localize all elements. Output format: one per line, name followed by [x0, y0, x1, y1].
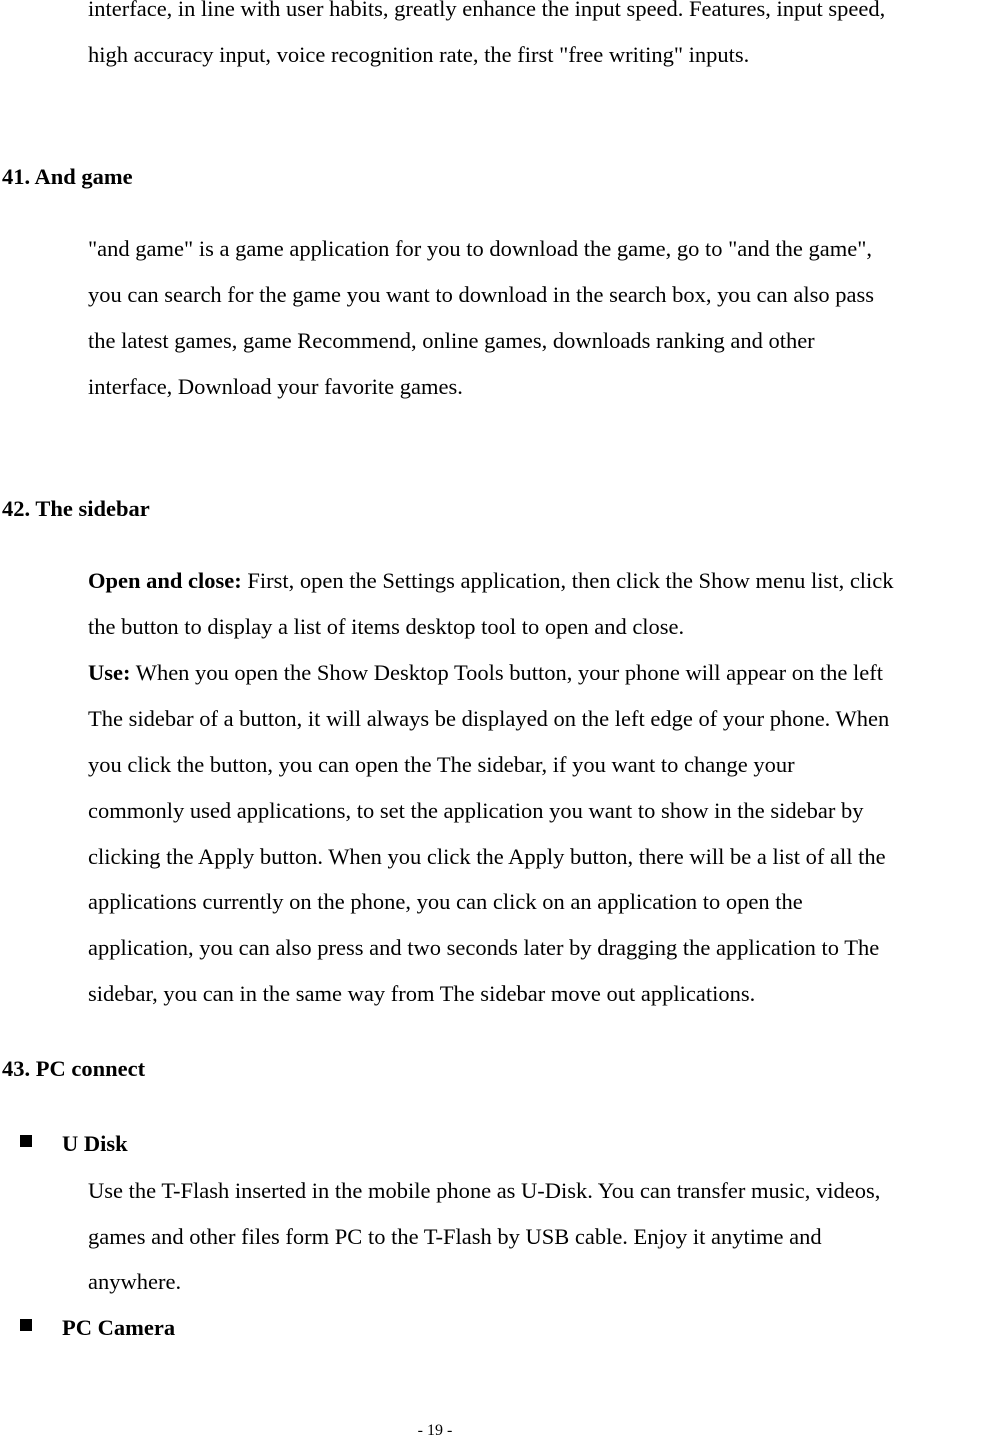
open-close-text: First, open the Settings application, then click the Show menu list, click — [241, 568, 894, 593]
use-label: Use: — [88, 660, 131, 685]
use-line-1 — [88, 658, 883, 688]
use-line-2: The sidebar of a button, it will always be displayed on the left edge of your phone. When — [88, 706, 890, 731]
udisk-line-1: Use the T-Flash inserted in the mobile phone as U-Disk. You can transfer music, videos, — [88, 1178, 881, 1203]
use-line-6: applications currently on the phone, you can click on an application to open the — [88, 889, 803, 914]
section-41-heading: 41. And game — [2, 164, 133, 189]
section-43-heading: 43. PC connect — [2, 1056, 146, 1081]
intro-line-2: high accuracy input, voice recognition rate, the first "free writing" inputs. — [88, 42, 750, 67]
pccamera-bullet-item — [20, 1313, 175, 1343]
use-line-7: application, you can also press and two seconds later by dragging the application to The — [88, 935, 880, 960]
square-bullet-icon — [20, 1319, 32, 1331]
udisk-line-3: anywhere. — [88, 1269, 182, 1294]
section-41-line-2: you can search for the game you want to download in the search box, you can also pass — [88, 282, 875, 307]
use-text: When you open the Show Desktop Tools button, your phone will appear on the left — [130, 660, 883, 685]
use-line-4: commonly used applications, to set the application you want to show in the sidebar by — [88, 798, 864, 823]
section-41-line-3: the latest games, game Recommend, online games, downloads ranking and other — [88, 328, 815, 353]
section-41-line-4: interface, Download your favorite games. — [88, 374, 463, 399]
open-close-line-2: the button to display a list of items desktop tool to open and close. — [88, 614, 685, 639]
section-42-heading: 42. The sidebar — [2, 496, 150, 521]
pccamera-label: PC Camera — [62, 1315, 176, 1340]
udisk-label: U Disk — [62, 1131, 128, 1156]
udisk-line-2: games and other files form PC to the T-Flash by USB cable. Enjoy it anytime and — [88, 1224, 822, 1249]
open-close-line-1 — [88, 566, 894, 596]
use-line-8: sidebar, you can in the same way from The sidebar move out applications. — [88, 981, 756, 1006]
use-line-3: you click the button, you can open the The sidebar, if you want to change your — [88, 752, 795, 777]
udisk-bullet-item — [20, 1129, 128, 1159]
open-close-label: Open and close: — [88, 568, 242, 593]
intro-line-1: interface, in line with user habits, greatly enhance the input speed. Features, input speed, — [88, 0, 886, 21]
section-41-line-1: "and game" is a game application for you to download the game, go to "and the game", — [88, 236, 873, 261]
use-line-5: clicking the Apply button. When you click the Apply button, there will be a list of all the — [88, 844, 886, 869]
page-number: - 19 - — [417, 1422, 453, 1439]
square-bullet-icon — [20, 1135, 32, 1147]
